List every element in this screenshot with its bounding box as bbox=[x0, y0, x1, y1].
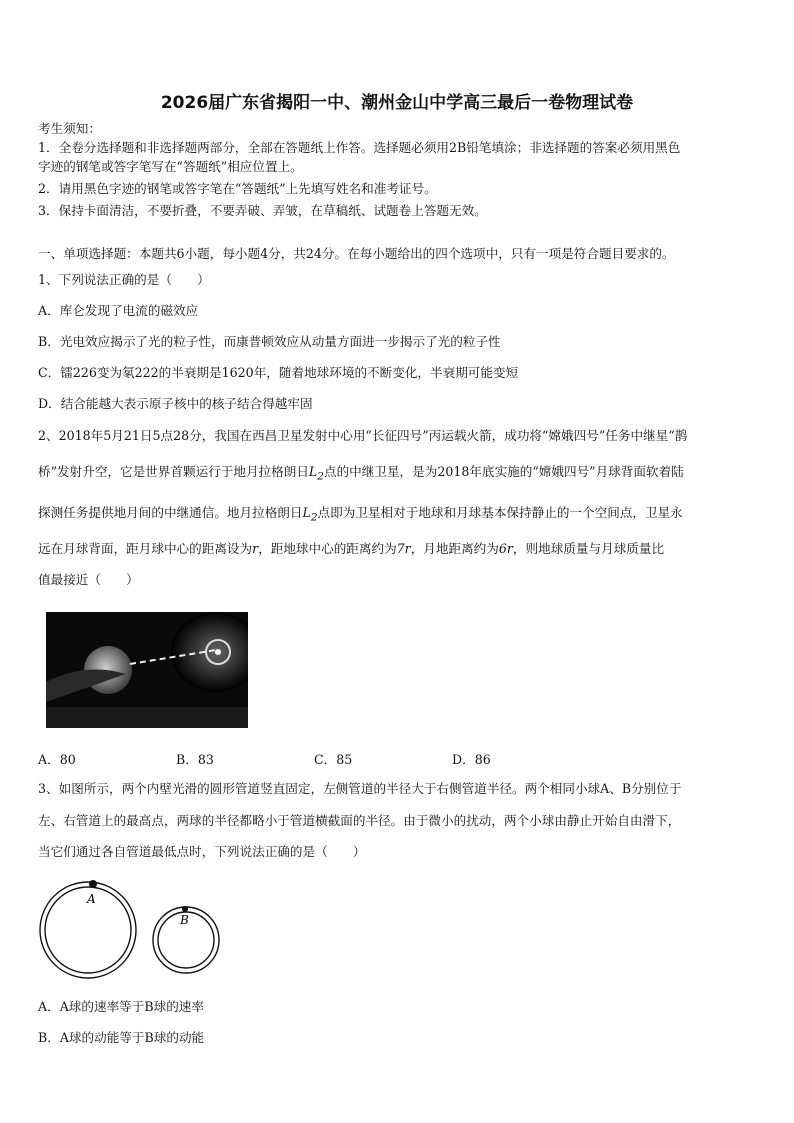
l-subscript-2: 2 bbox=[310, 511, 318, 524]
q1-stem: 1、下列说法正确的是（ ） bbox=[38, 272, 210, 287]
q2-line-3-text-b: 点即为卫星相对于地球和月球基本保持静止的一个空间点，卫星永 bbox=[317, 505, 683, 520]
circular-pipes-figure bbox=[34, 872, 234, 992]
lagrange-l2-second bbox=[302, 505, 318, 524]
q2-line-4-text-c: ，月地距离约为 bbox=[410, 541, 499, 556]
var-6r: 6r bbox=[498, 541, 513, 556]
q3-line-3: 当它们通过各自管道最低点时，下列说法正确的是（ ） bbox=[38, 844, 366, 859]
q1-option-a: A．库仑发现了电流的磁效应 bbox=[38, 303, 199, 318]
q3-line-1: 3、如图所示，两个内壁光滑的圆形管道竖直固定，左侧管道的半径大于右侧管道半径。两个相同小球A、B分别位于 bbox=[38, 781, 682, 796]
q3-line-2: 左、右管道上的最高点，两球的半径都略小于管道横截面的半径。由于微小的扰动，两个小球由静止开始自由滑下， bbox=[38, 813, 681, 828]
l-symbol-2: L bbox=[302, 505, 311, 520]
q2-line-4-text-b: ，距地球中心的距离约为 bbox=[258, 541, 397, 556]
notice-line-4: 3．保持卡面清洁，不要折叠，不要弄破、弄皱，在草稿纸、试题卷上答题无效。 bbox=[38, 203, 487, 218]
earth-moon-satellite-image bbox=[46, 612, 248, 728]
q1-option-c: C．镭226变为氡222的半衰期是1620年，随着地球环境的不断变化，半衰期可能变短 bbox=[38, 365, 519, 380]
notice-line-2: 字迹的钢笔或答字笔写在“答题纸”相应位置上。 bbox=[38, 159, 303, 174]
q2-line-2 bbox=[38, 463, 758, 486]
ball-b bbox=[182, 906, 188, 912]
q2-line-2-text-a: 桥”发射升空，它是世界首颗运行于地月拉格朗日 bbox=[38, 464, 309, 479]
q2-option-c: C．85 bbox=[314, 752, 353, 767]
q1-option-d: D．结合能越大表示原子核中的核子结合得越牢固 bbox=[38, 396, 313, 411]
q2-option-d: D．86 bbox=[452, 752, 491, 767]
q2-line-4-text-a: 远在月球背面，距月球中心的距离设为 bbox=[38, 541, 253, 556]
q2-line-2-text-b: 点的中继卫星，是为2018年底实施的“嫦娥四号”月球背面软着陆 bbox=[323, 464, 684, 479]
satellite-illustration-icon bbox=[46, 612, 248, 728]
q2-line-3 bbox=[38, 504, 758, 527]
notice-line-3: 2．请用黑色字迹的钢笔或答字笔在“答题纸”上先填写姓名和准考证号。 bbox=[38, 181, 437, 196]
q2-line-4 bbox=[38, 540, 758, 558]
l-symbol: L bbox=[308, 464, 318, 479]
notice-heading: 考生须知： bbox=[38, 121, 101, 136]
q3-option-b: B．A球的动能等于B球的动能 bbox=[38, 1030, 205, 1045]
var-7r: 7r bbox=[396, 541, 411, 556]
q2-line-1: 2、2018年5月21日5点28分，我国在西昌卫星发射中心用“长征四号”丙运载火箭，成功将“嫦娥四号”任务中继星“鹊 bbox=[38, 428, 688, 443]
label-a: A bbox=[87, 892, 96, 906]
q2-line-4-text-d: ，则地球质量与月球质量比 bbox=[512, 541, 665, 556]
l-subscript: 2 bbox=[317, 470, 324, 483]
q2-line-5: 值最接近（ ） bbox=[38, 572, 139, 587]
q1-option-b: B．光电效应揭示了光的粒子性，而康普顿效应从动量方面进一步揭示了光的粒子性 bbox=[38, 334, 501, 349]
q2-option-a: A．80 bbox=[38, 752, 76, 767]
label-b: B bbox=[180, 913, 189, 927]
pipe-diagram bbox=[34, 872, 234, 996]
notice-line-1: 1．全卷分选择题和非选择题两部分，全部在答题纸上作答。选择题必须用2B铅笔填涂；非选择题的答案必须用黑色 bbox=[38, 140, 681, 155]
q2-line-3-text-a: 探测任务提供地月间的中继通信。地月拉格朗日 bbox=[38, 505, 303, 520]
page-title: 2026届广东省揭阳一中、潮州金山中学高三最后一卷物理试卷 bbox=[160, 93, 634, 113]
var-r: r bbox=[252, 541, 259, 556]
q2-option-b: B．83 bbox=[176, 752, 214, 767]
lagrange-l2 bbox=[308, 464, 324, 483]
q3-option-a: A．A球的速率等于B球的速率 bbox=[38, 999, 204, 1014]
ball-a bbox=[89, 880, 97, 888]
section-heading: 一、单项选择题：本题共6小题，每小题4分，共24分。在每小题给出的四个选项中，只有一项是符合题目要求的。 bbox=[38, 246, 675, 261]
